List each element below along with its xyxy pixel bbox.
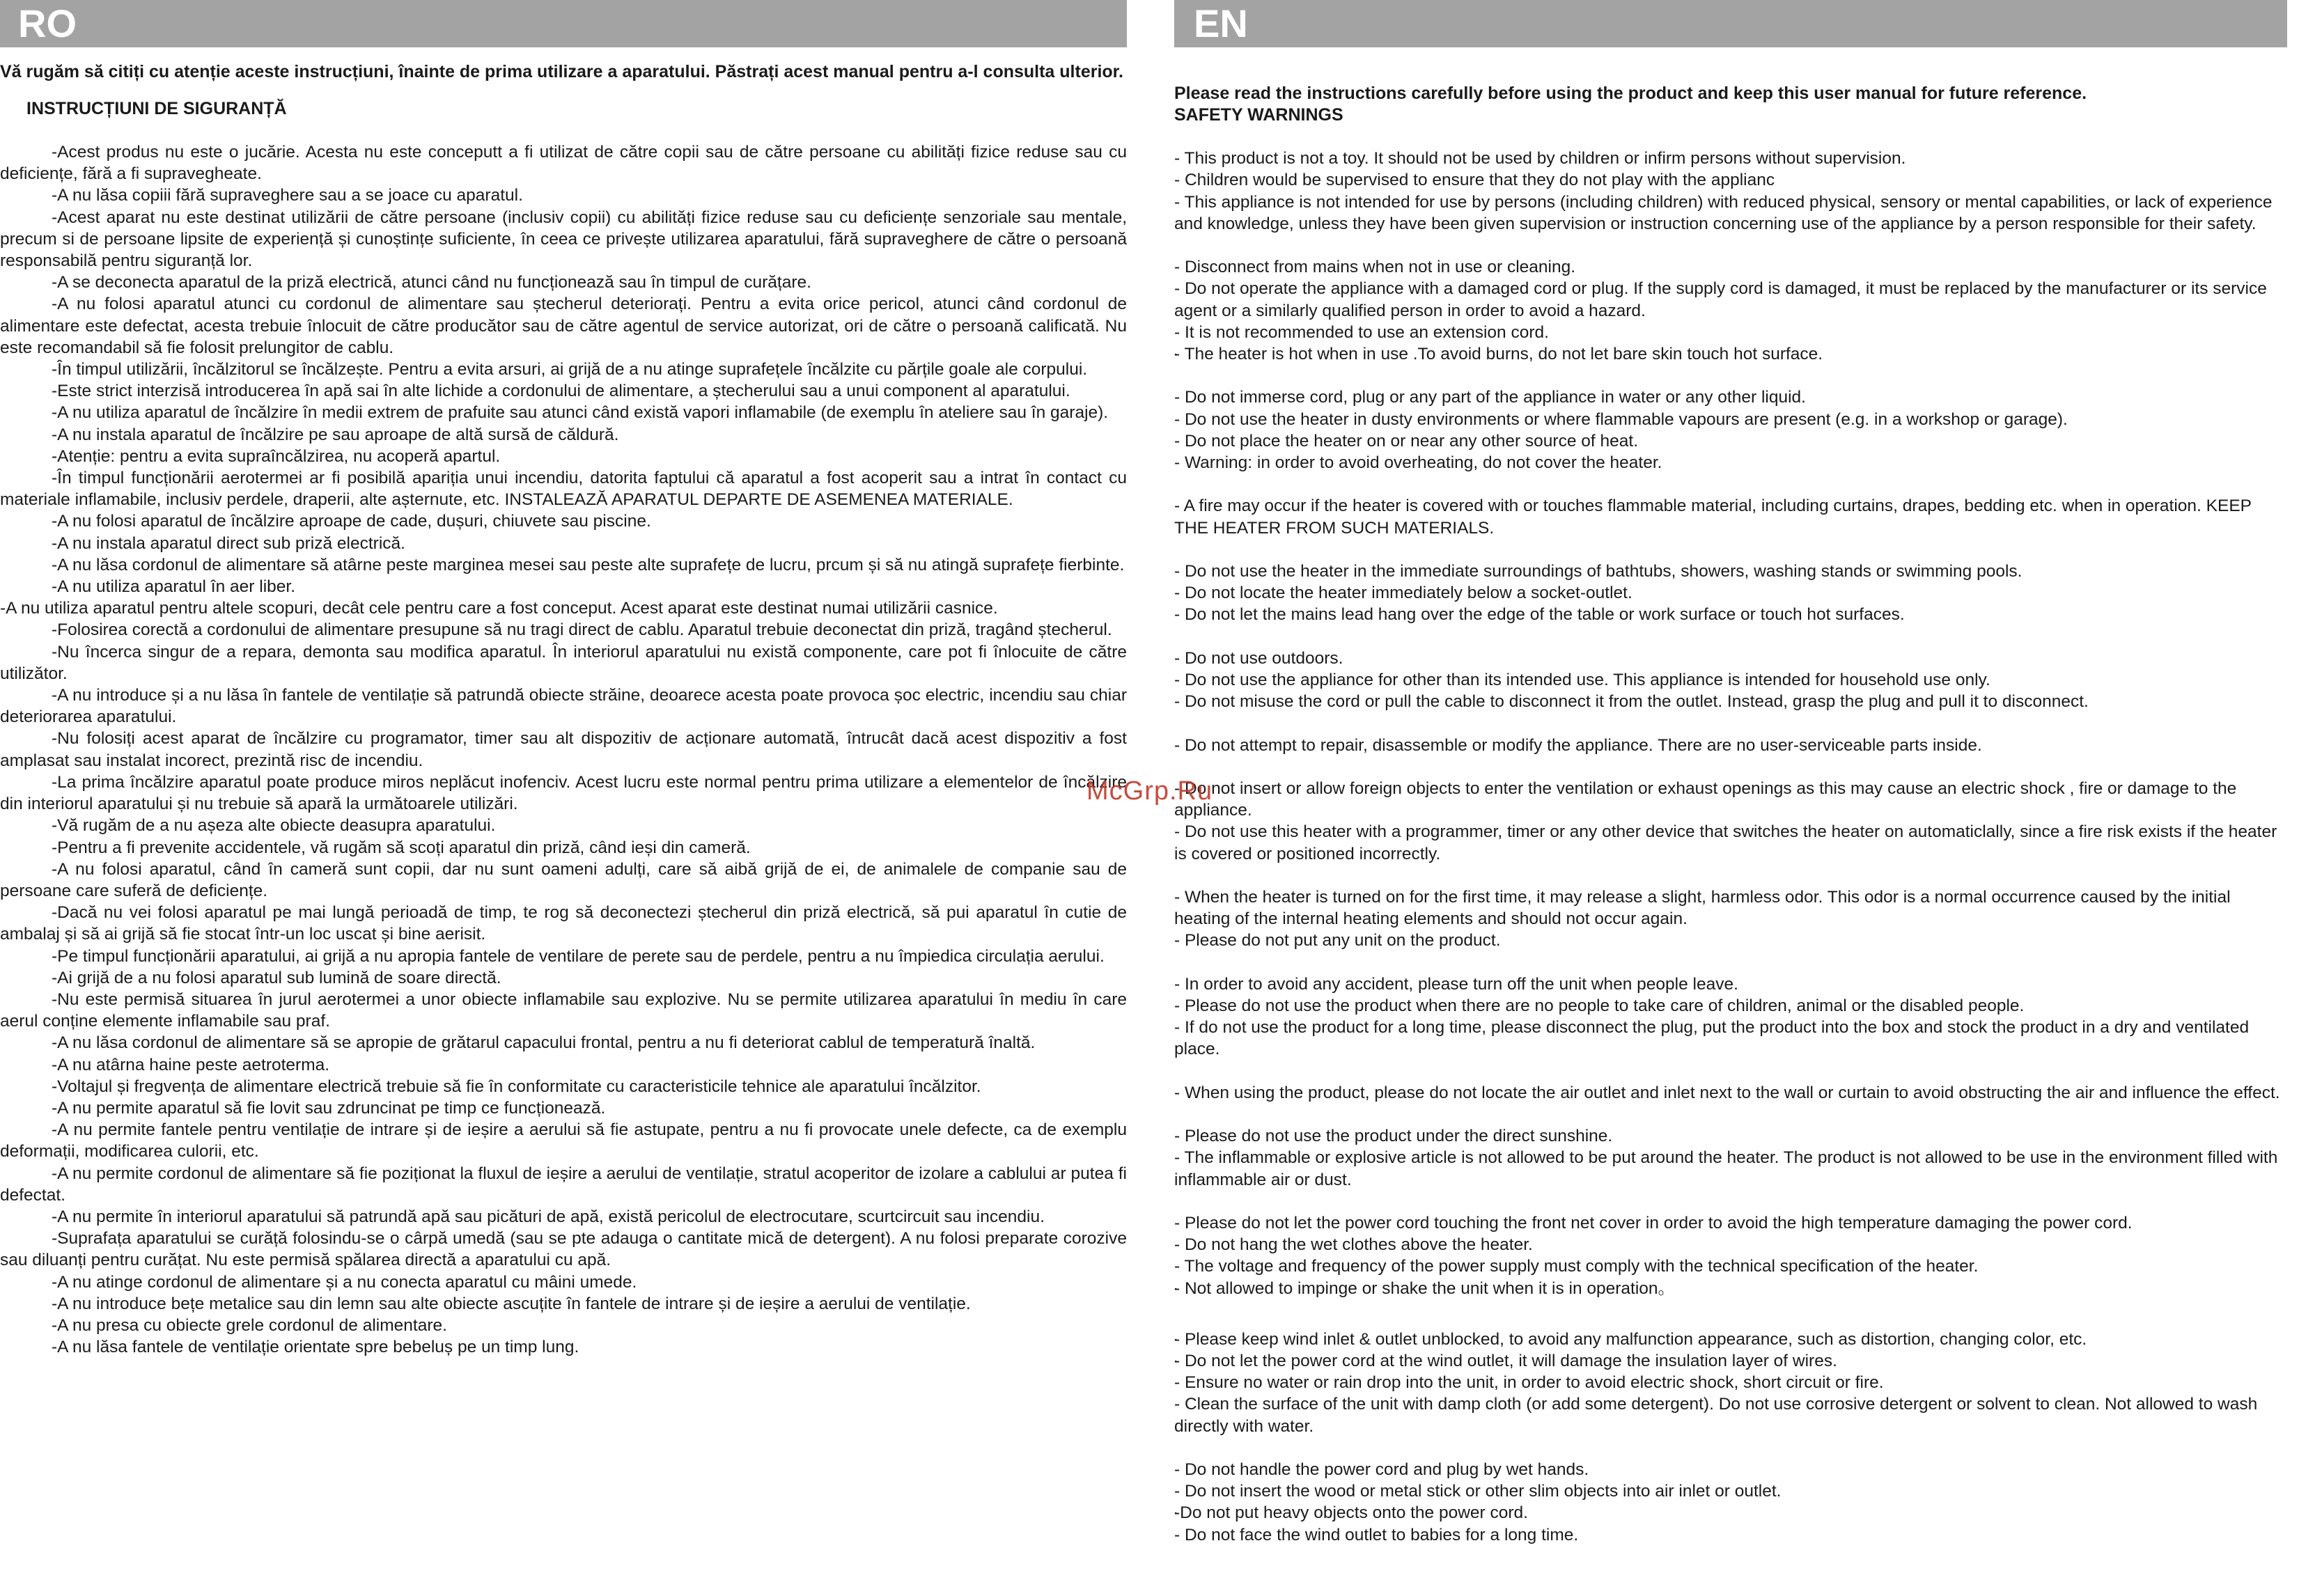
ro-safety-title: INSTRUCȚIUNI DE SIGURANȚĂ xyxy=(26,99,287,118)
en-item: - Do not insert the wood or metal stick or other slim objects into air inlet or outlet. xyxy=(1174,1482,1782,1501)
ro-item: -Acest aparat nu este destinat utilizării de către persoane (inclusiv copii) cu abilități fizice reduse sau cu deficiențe senzoriale sau mentale, precum si de persoane lipsite de experiență și cunoștințe suficiente, în ceea ce privește utilizarea aparatului, fără supraveghere de către o persoană responsabilă pentru siguranță lor. xyxy=(0,208,1127,271)
ro-item: -A nu folosi aparatul, când în cameră sunt copii, dar nu sunt oameni adulți, care să aibă grijă de ei, de animalele de companie sau de persoane care suferă de deficiențe. xyxy=(0,859,1127,900)
en-header-bar: EN xyxy=(1174,0,2287,47)
en-item: - The voltage and frequency of the power supply must comply with the technical specification of the heater. xyxy=(1174,1257,1979,1276)
en-item: - The inflammable or explosive article is not allowed to be put around the heater. The product is not allowed to be use in the environment filled with inflammable air or dust. xyxy=(1174,1148,2278,1189)
en-item: - Clean the surface of the unit with damp cloth (or add some detergent). Do not use corrosive detergent or solvent to clean. Not allowed to wash directly with water. xyxy=(1174,1395,2258,1436)
en-item: · - Please keep wind inlet & outlet unblocked, to avoid any malfunction appearance, such as distortion, changing color, etc. xyxy=(1174,1329,2287,1350)
ro-item: -A nu introduce și a nu lăsa în fantele de ventilație să patrundă obiecte străine, deoarece acesta poate provoca șoc electric, incendiu sau chiar deteriorarea aparatului. xyxy=(0,686,1127,727)
en-item: - If do not use the product for a long time, please disconnect the plug, put the product into the box and stock the product in a dry and ventilated place. xyxy=(1174,1018,2250,1059)
en-item: - Do not use the heater in the immediate surroundings of bathtubs, showers, washing stands or swimming pools. xyxy=(1174,561,2023,581)
ro-intro: Vă rugăm să citiți cu atenție aceste instrucțiuni, înainte de prima utilizare a aparatului. Păstrați acest manual pentru a-l consulta ulterior. xyxy=(0,62,1123,81)
ro-item: -Acest produs nu este o jucărie. Acesta nu este conceputt a fi utilizat de către copii sau de către persoane cu abilități fizice reduse sau cu deficiențe, fără a fi supravegheate. xyxy=(0,143,1127,184)
ro-item: -A nu atârna haine peste aetroterma. xyxy=(52,1055,330,1074)
ro-item: -Suprafața aparatului se curăță folosindu-se o cârpă umedă (sau se pte adauga o cantitate mică de detergent). A nu folosi preparate corozive sau diluanți pentru curățat. Nu este permisă spălarea directă a aparatului cu apă. xyxy=(0,1229,1127,1270)
en-item: - Do not use this heater with a programmer, timer or any other device that switches the heater on automaticlally, since a fire risk exists if the heater is covered or positioned incorrectly. xyxy=(1174,822,2277,863)
en-item: - Please do not put any unit on the product. xyxy=(1174,931,1501,950)
en-item: - This appliance is not intended for use by persons (including children) with reduced physical, sensory or mental capabilities, or lack of experience and knowledge, unless they have been given supervision or instruction concerning use of the appliance by a person responsible for their safety. xyxy=(1174,192,2273,233)
en-item: - Disconnect from mains when not in use or cleaning. xyxy=(1174,258,1576,277)
ro-item: -Pentru a fi prevenite accidentele, vă rugăm să scoți aparatul din priză, când ieși din cameră. xyxy=(52,838,751,857)
ro-item: -A nu lăsa copiii fără supraveghere sau a se joace cu aparatul. xyxy=(52,186,523,205)
en-item: - Do not attempt to repair, disassemble or modify the appliance. There are no user-serviceable parts inside. xyxy=(1174,735,1982,755)
ro-item: -A nu permite aparatul să fie lovit sau zdruncinat pe timp ce funcționează. xyxy=(52,1098,606,1118)
ro-item: -A nu atinge cordonul de alimentare și a nu conecta aparatul cu mâini umede. xyxy=(52,1272,637,1292)
en-item: - Do not let the mains lead hang over the edge of the table or work surface or touch hot surfaces. xyxy=(1174,605,1905,625)
ro-item: -A nu lăsa cordonul de alimentare să se apropie de grătarul capacului frontal, pentru a nu fi deteriorat cablul de temperatură înaltă. xyxy=(52,1033,1036,1053)
ro-instructions xyxy=(0,141,1127,1358)
en-safety-title: SAFETY WARNINGS xyxy=(1174,105,1343,125)
en-item: - Do not misuse the cord or pull the cable to disconnect it from the outlet. Instead, grasp the plug and pull it to disconnect. xyxy=(1174,692,2089,712)
en-item: - Do not insert or allow foreign objects to enter the ventilation or exhaust openings as this may cause an electric shock , fire or damage to the appliance. xyxy=(1174,779,2237,820)
ro-item: -A nu permite cordonul de alimentare să fie poziționat la fluxul de ieșire a aerului de ventilație, stratul acoperitor de izolare a cablului ar putea fi defectat. xyxy=(0,1164,1127,1205)
en-item: - This product is not a toy. It should not be used by children or infirm persons without supervision. xyxy=(1174,149,1906,169)
en-item: - In order to avoid any accident, please turn off the unit when people leave. xyxy=(1174,974,1738,994)
ro-item: -Atenție: pentru a evita supraîncălzirea, nu acoperă apartul. xyxy=(52,446,501,466)
ro-item: -Vă rugăm de a nu așeza alte obiecte deasupra aparatului. xyxy=(52,816,496,836)
en-item: - Do not locate the heater immediately below a socket-outlet. xyxy=(1174,584,1632,603)
en-item: - Do not use the heater in dusty environments or where flammable vapours are present (e.g. in a workshop or garage). xyxy=(1174,409,2068,429)
en-item: - Please do not let the power cord touching the front net cover in order to avoid the high temperature damaging the power cord. xyxy=(1174,1213,2133,1233)
ro-item: -A nu presa cu obiecte grele cordonul de alimentare. xyxy=(52,1315,447,1335)
ro-header-bar: RO xyxy=(0,0,1127,47)
en-item: · - The heater is hot when in use .To avoid burns, do not let bare skin touch hot surface. xyxy=(1174,343,2287,365)
en-item: - A fire may occur if the heater is covered with or touches flammable material, including curtains, drapes, bedding etc. when in operation. KEEP THE HEATER FROM SUCH MATERIALS. xyxy=(1174,496,2252,538)
ro-item: -A nu permite fantele pentru ventilație de intrare și de ieșire a aerului să fie astupate, pentru a nu fi provocate unele defecte, ca de exemplu deformații, modificarea culorii, etc. xyxy=(0,1120,1127,1161)
ro-item: -A nu introduce bețe metalice sau din lemn sau alte obiecte ascuțite în fantele de intrare și de ieșire a aerului de ventilație. xyxy=(52,1294,971,1313)
ro-item: -A nu folosi aparatul atunci cu cordonul de alimentare sau ștecherul deteriorați. Pentru a evita orice pericol, atunci când cordonul de alimentare este defectat, acesta trebuie înlocuit de către producător sau de către agentul de service autorizat, ori de către o persoană calificată. Nu este recomandabil să fie folosit prelungitor de cablu. xyxy=(0,295,1127,357)
en-column xyxy=(1174,0,2287,1546)
en-item: - When the heater is turned on for the first time, it may release a slight, harmless odor. This odor is a normal occurrence caused by the initial heating of the internal heating elements and should not occur again. xyxy=(1174,887,2231,929)
en-item: - Do not hang the wet clothes above the heater. xyxy=(1174,1235,1533,1255)
ro-column xyxy=(0,0,1127,1358)
en-item: - Do not use the appliance for other than its intended use. This appliance is intended for household use only. xyxy=(1174,670,1990,689)
ro-item: -A nu utiliza aparatul în aer liber. xyxy=(52,577,296,597)
ro-item: -A nu utiliza aparatul pentru altele scopuri, decât cele pentru care a fost conceput. Acest aparat este destinat numai utilizării casnice. xyxy=(0,599,998,618)
en-item: - Do not immerse cord, plug or any part of the appliance in water or any other liquid. xyxy=(1174,388,1806,407)
ro-item: -A nu instala aparatul direct sub priză electrică. xyxy=(52,533,405,553)
en-item: - Do not handle the power cord and plug by wet hands. xyxy=(1174,1460,1589,1479)
en-item: - When using the product, please do not locate the air outlet and inlet next to the wall or curtain to avoid obstructing the air and influence the effect. xyxy=(1174,1083,2280,1102)
ro-item: -Pe timpul funcționării aparatului, ai grijă a nu apropia fantele de ventilare de perete sau de perdele, pentru a nu împiedica circulația aerului. xyxy=(52,946,1105,966)
en-instructions xyxy=(1174,148,2287,1546)
en-intro xyxy=(1174,83,2287,126)
en-item: - Do not operate the appliance with a damaged cord or plug. If the supply cord is damaged, it must be replaced by the manufacturer or its service agent or a similarly qualified person in order to avoid a hazard. xyxy=(1174,279,2267,320)
ro-item: -A nu lăsa cordonul de alimentare să atârne peste marginea mesei sau peste alte suprafețe de lucru, prcum și să nu atingă suprafețe fierbinte. xyxy=(52,555,1125,574)
ro-item: -Folosirea corectă a cordonului de alimentare presupune să nu tragi direct de cablu. Aparatul trebuie deconectat din priză, tragând ștecherul. xyxy=(52,620,1112,640)
en-item: - Do not face the wind outlet to babies for a long time. xyxy=(1174,1525,1579,1544)
ro-item: -A nu instala aparatul de încălzire pe sau aproape de altă sursă de căldură. xyxy=(52,425,619,444)
ro-item: -În timpul funcționării aerotermei ar fi posibilă apariția unui incendiu, datorita faptului că aparatul a fost acoperit sau a intrat în contact cu materiale inflamabile, inclusiv perdele, draperii, alte așternute, etc. INSTALEAZĂ APARATUL DEPARTE DE ASEMENEA MATERIALE. xyxy=(0,469,1127,510)
en-item: - Please do not use the product under the direct sunshine. xyxy=(1174,1127,1613,1146)
ro-item: -A nu folosi aparatul de încălzire aproape de cade, dușuri, chiuvete sau piscine. xyxy=(52,512,651,531)
en-item: - Do not place the heater on or near any other source of heat. xyxy=(1174,431,1638,451)
en-intro-text: Please read the instructions carefully before using the product and keep this user manual for future reference. xyxy=(1174,84,2087,103)
ro-item: -Este strict interzisă introducerea în apă sai în alte lichide a cordonului de alimentare, a ștecherului sau a unui component al aparatului. xyxy=(52,382,1070,401)
ro-item: -Nu încerca singur de a repara, demonta sau modifica aparatul. În interiorul aparatului nu există componente, care pot fi înlocuite de către utilizător. xyxy=(0,642,1127,683)
ro-item: -A se deconecta aparatul de la priză electrică, atunci când nu funcționează sau în timpul de curățare. xyxy=(52,273,811,292)
en-item: - Warning: in order to avoid overheating, do not cover the heater. xyxy=(1174,453,1662,472)
ro-item: -A nu utiliza aparatul de încălzire în medii extrem de prafuite sau atunci când există vapori inflamabile (de exemplu în ateliere sau în garaje). xyxy=(52,403,1109,423)
en-item: - Ensure no water or rain drop into the unit, in order to avoid electric shock, short circuit or fire. xyxy=(1174,1373,1884,1393)
en-item: - Children would be supervised to ensure that they do not play with the applianc xyxy=(1174,171,1775,190)
ro-item: -Voltajul și fregvența de alimentare electrică trebuie să fie în conformitate cu caracteristicile tehnice ale aparatului încălzitor. xyxy=(52,1077,981,1096)
en-item: · - Do not let the power cord at the wind outlet, it will damage the insulation layer of wires. xyxy=(1174,1350,2287,1372)
ro-item: -A nu lăsa fantele de ventilație orientate spre bebeluș pe un timp lung. xyxy=(52,1338,579,1357)
ro-item: -În timpul utilizării, încălzitorul se încălzește. Pentru a evita arsuri, ai grijă de a nu atinge suprafețele încălzite cu părțile goale ale corpului. xyxy=(52,360,1088,380)
en-item: - Do not use outdoors. xyxy=(1174,648,1343,668)
ro-item: -Dacă nu vei folosi aparatul pe mai lungă perioadă de timp, te rog să deconectezi ștecherul din priză electrică, să pui aparatul în cutie de ambalaj și să ai grijă să fie stocat într-un loc uscat și bine aerisit. xyxy=(0,903,1127,944)
en-item: · - Not allowed to impinge or shake the unit when it is in operation。 xyxy=(1174,1278,2287,1299)
ro-item: -La prima încălzire aparatul poate produce miros neplăcut inofenciv. Acest lucru este normal pentru prima utilizare a elementelor de încălzire din interiorul aparatului și nu trebuie să apară la următoarele utilizări. xyxy=(0,772,1127,814)
en-item: · -Do not put heavy objects onto the power cord. xyxy=(1174,1502,2287,1524)
ro-item: -A nu permite în interiorul aparatului să patrundă apă sau picături de apă, există pericolul de electrocutare, scurtcircuit sau incendiu. xyxy=(52,1207,1045,1226)
ro-item: -Ai grijă de a nu folosi aparatul sub lumină de soare directă. xyxy=(52,968,501,987)
ro-item: -Nu este permisă situarea în jurul aerotermei a unor obiecte inflamabile sau explozive. Nu se permite utilizarea aparatului în mediu în care aerul conține elemente inflamabile sau praf. xyxy=(0,989,1127,1031)
en-item: - Please do not use the product when there are no people to take care of children, animal or the disabled people. xyxy=(1174,996,2025,1015)
en-item: - It is not recommended to use an extension cord. xyxy=(1174,322,1549,342)
ro-item: -Nu folosiți acest aparat de încălzire cu programator, timer sau alt dispozitiv de acționare automată, întrucât dacă acest dispozitiv a fost amplasat sau instalat incorect, prezintă risc de incendiu. xyxy=(0,729,1127,770)
watermark-text: McGrp.Ru xyxy=(1086,776,1213,806)
